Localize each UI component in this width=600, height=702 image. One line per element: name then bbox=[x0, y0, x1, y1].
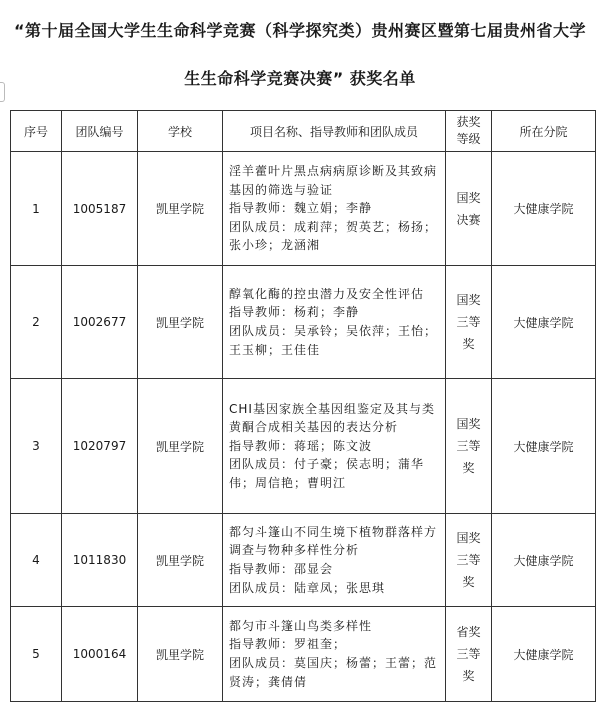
award-text: 国奖决赛 bbox=[456, 190, 481, 227]
cell-college: 大健康学院 bbox=[492, 607, 596, 702]
project-title: 淫羊藿叶片黑点病病原诊断及其致病基因的筛选与验证 bbox=[229, 164, 438, 197]
table-row bbox=[11, 379, 596, 514]
project-title: 都匀斗篷山不同生境下植物群落样方调查与物种多样性分析 bbox=[229, 524, 438, 558]
project-members: 团队成员：吴承铃；吴依萍；王怡；王玉柳；王佳佳 bbox=[229, 324, 438, 357]
cell-project bbox=[223, 152, 446, 266]
project-title: 都匀市斗篷山鸟类多样性 bbox=[229, 618, 373, 633]
cell-award bbox=[446, 152, 492, 266]
scroll-edge-handle[interactable] bbox=[0, 82, 5, 102]
cell-college: 大健康学院 bbox=[492, 266, 596, 379]
project-advisors: 指导教师：邵显会 bbox=[229, 562, 334, 576]
project-members: 团队成员：成莉萍；贺英艺；杨扬；张小珍；龙涵湘 bbox=[229, 219, 438, 253]
table-row bbox=[11, 607, 596, 702]
table-row bbox=[11, 152, 596, 266]
cell-school: 凯里学院 bbox=[138, 514, 223, 607]
header-seq: 序号 bbox=[11, 111, 62, 152]
project-title: 醇氧化酶的控虫潜力及安全性评估 bbox=[229, 286, 425, 301]
project-advisors: 指导教师：蒋瑶；陈文波 bbox=[229, 438, 373, 453]
header-school: 学校 bbox=[138, 111, 223, 152]
cell-project bbox=[223, 607, 446, 702]
cell-seq: 4 bbox=[11, 514, 62, 607]
header-project: 项目名称、指导教师和团队成员 bbox=[223, 111, 446, 152]
cell-college: 大健康学院 bbox=[492, 514, 596, 607]
table-row bbox=[11, 266, 596, 379]
cell-team-no: 1000164 bbox=[62, 607, 138, 702]
cell-school: 凯里学院 bbox=[138, 379, 223, 514]
document-title-line-2: 生生命科学竞赛决赛” 获奖名单 bbox=[184, 69, 416, 88]
award-text: 国奖三等奖 bbox=[456, 531, 481, 589]
table-row bbox=[11, 514, 596, 607]
project-title: CHI基因家族全基因组鉴定及其与类黄酮合成相关基因的表达分析 bbox=[229, 401, 435, 435]
header-award-text: 获奖等级 bbox=[456, 115, 481, 146]
cell-project bbox=[223, 379, 446, 514]
cell-award bbox=[446, 379, 492, 514]
award-text: 省奖三等奖 bbox=[456, 625, 481, 683]
cell-award bbox=[446, 607, 492, 702]
cell-seq: 2 bbox=[11, 266, 62, 379]
table-header-row bbox=[11, 111, 596, 152]
cell-school: 凯里学院 bbox=[138, 152, 223, 266]
header-award bbox=[446, 111, 492, 152]
cell-seq: 1 bbox=[11, 152, 62, 266]
project-advisors: 指导教师：魏立娟；李静 bbox=[229, 201, 373, 216]
project-advisors: 指导教师：罗祖奎； bbox=[229, 637, 347, 652]
cell-school: 凯里学院 bbox=[138, 266, 223, 379]
project-members: 团队成员：陆章凤；张思琪 bbox=[229, 580, 386, 595]
header-college: 所在分院 bbox=[492, 111, 596, 152]
cell-team-no: 1005187 bbox=[62, 152, 138, 266]
header-team-no: 团队编号 bbox=[62, 111, 138, 152]
award-text: 国奖三等奖 bbox=[456, 417, 481, 475]
cell-team-no: 1011830 bbox=[62, 514, 138, 607]
cell-award bbox=[446, 266, 492, 379]
award-text: 国奖三等奖 bbox=[456, 293, 481, 351]
document-title-line-1: “第十届全国大学生生命科学竞赛（科学探究类）贵州赛区暨第七届贵州省大学 bbox=[13, 21, 587, 40]
cell-seq: 3 bbox=[11, 379, 62, 514]
project-members: 团队成员：付子豪；侯志明；蒲华伟；周信艳；曹明江 bbox=[229, 457, 425, 490]
project-advisors: 指导教师：杨莉；李静 bbox=[229, 305, 360, 320]
cell-college: 大健康学院 bbox=[492, 379, 596, 514]
cell-college: 大健康学院 bbox=[492, 152, 596, 266]
cell-project bbox=[223, 266, 446, 379]
cell-seq: 5 bbox=[11, 607, 62, 702]
award-table bbox=[10, 110, 596, 702]
cell-project bbox=[223, 514, 446, 607]
cell-school: 凯里学院 bbox=[138, 607, 223, 702]
cell-team-no: 1002677 bbox=[62, 266, 138, 379]
cell-team-no: 1020797 bbox=[62, 379, 138, 514]
cell-award bbox=[446, 514, 492, 607]
project-members: 团队成员：莫国庆；杨蕾；王蕾；范贤涛；龚倩倩 bbox=[229, 656, 438, 689]
